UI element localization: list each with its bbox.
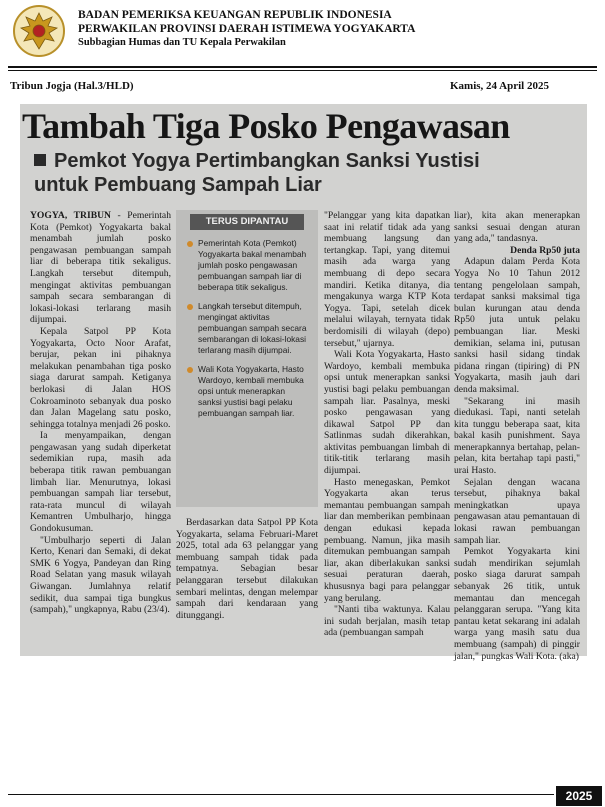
sidebar-box-title: TERUS DIPANTAU bbox=[190, 214, 304, 230]
sidebar-box bbox=[176, 210, 318, 507]
list-item: Pemerintah Kota (Pemkot) Yogyakarta bakal menambah jumlah posko pengawasan pembuangan sampah liar di beberapa titik sekaligus. bbox=[186, 238, 310, 293]
subhead-line-2: untuk Pembuang Sampah Liar bbox=[34, 174, 322, 196]
paragraph: Adapun dalam Perda Kota Yogya No 10 Tahun 2012 tentang pengelolaan sampah, terdapat sanksi maksimal tiga bulan kurungan atau denda Rp50 juta untuk pelaku pembuangan liar. Meski demikian, selama ini, putusan sanksi hasil sidang tindak pidana ringan (tipiring) di PN Yogyakarta, masih jauh dari denda maksimal. bbox=[454, 256, 580, 395]
paragraph bbox=[30, 210, 171, 326]
subheadline bbox=[34, 149, 579, 197]
headline: Tambah Tiga Posko Pengawasan bbox=[22, 106, 510, 146]
dateline: YOGYA, TRIBUN bbox=[30, 210, 111, 221]
paragraph: Kepala Satpol PP Kota Yogyakarta, Octo Noor Arafat, berujar, pekan ini pihaknya melakukan penambahan tiga posko siaga darurat sampah. Ketiganya berlokasi di Jalan HOS Cokroaminoto sebanyak dua posko dan Jalan Magelang satu posko, sehingga totalnya menjadi 26 posko. bbox=[30, 325, 171, 430]
list-item: Wali Kota Yogyakarta, Hasto Wardoyo, kembali membuka opsi untuk menerapkan sanksi yustisi bagi pelaku pembuangan sampah liar. bbox=[186, 364, 310, 419]
paragraph: Hasto menegaskan, Pemkot Yogyakarta akan terus memantau pembuangan sampah liar dan memberikan pembinaan dengan edukasi kepada pembuang. Namun, jika masih ditemukan pembuangan sampah liar, akan diberlakukan sanksi sesuai peraturan daerah, khususnya bagi para pelanggar yang berulang. bbox=[324, 476, 450, 604]
source-label: Tribun Jogja (Hal.3/HLD) bbox=[10, 80, 134, 92]
header-rule-thin bbox=[8, 70, 597, 71]
paragraph: Ia menyampaikan, dengan pengawasan yang sudah diperketat sedemikian rupa, masih ada beberapa titik rawan pembuangan limbah liar. Menurutnya, lokasi pembuangan sampah liar tersebut, rata-rata muncul di wilayah Kemantren Umbulharjo, hingga Gondokusuman. bbox=[30, 430, 171, 535]
footer-rule bbox=[8, 794, 554, 795]
org-line-2: PERWAKILAN PROVINSI DAERAH ISTIMEWA YOGYAKARTA bbox=[78, 23, 416, 35]
article-column-1 bbox=[30, 210, 171, 616]
section-heading: Denda Rp50 juta bbox=[510, 244, 580, 256]
letterhead bbox=[0, 0, 605, 66]
paragraph: Wali Kota Yogyakarta, Hasto Wardoyo, kembali membuka opsi untuk menerapkan sanksi yustisi bagi pelaku pembuangan sampah liar. Pasalnya, meski posko pengawasan yang dikawal Satpol PP dan Satlinmas sudah dikerahkan, aktivitas pembuangan limbah di titik-titik terlarang masih dijumpai. bbox=[324, 349, 450, 477]
garuda-emblem-icon bbox=[12, 4, 66, 58]
subhead-line-1: Pemkot Yogya Pertimbangkan Sanksi Yustisi bbox=[54, 150, 480, 172]
paragraph: "Sekarang ini masih diedukasi. Tapi, nanti setelah kita tunggu beberapa saat, kita bakal kasih punishment. Saya menerapkannya bertahap, pelan-pelan, kita bertahap tapi pasti," urai Hasto. bbox=[454, 395, 580, 477]
paragraph: "Nanti tiba waktunya. Kalau ini sudah berjalan, masih tetap ada (pembuangan sampah bbox=[324, 604, 450, 639]
paragraph: "Pelanggar yang kita dapatkan saat ini relatif tidak ada yang membuang langsung dan tertangkap. Tapi, yang ditemui masih ada warga yang membuang di depo secara mandiri. Ketika ditanya, dia mengakunya warga KTP Kota Yogya. Tapi, setelah dicek melalui wilayah, ternyata tidak berdomisili di wilayah (depo) tersebut," ujarnya. bbox=[324, 210, 450, 349]
paragraph: Berdasarkan data Satpol PP Kota Yogyakarta, selama Februari-Maret 2025, total ada 63 pelanggar yang membuang sampah tidak pada tempatnya. Sebagian besar pelanggaran tersebut dilakukan sembari melintas, dengan melempar sampah dari kendaraan yang ditunggangi. bbox=[176, 517, 318, 621]
paragraph-text: - Pemerintah Kota (Pemkot) Yogyakarta bakal menambah jumlah posko pengawasan pembuangan sampah liar di beberapa titik sekaligus. Langkah tersebut ditempuh, mengingat aktivitas pembuangan sampah secara sembarangan di lokasi-lokasi terlarang masih dijumpai. bbox=[30, 210, 171, 326]
paragraph: liar), kita akan menerapkan sanksi sesuai dengan aturan yang ada," tandasnya. bbox=[454, 210, 580, 245]
newspaper-clipping bbox=[20, 104, 587, 662]
header-rule-thick bbox=[8, 66, 597, 68]
date-label: Kamis, 24 April 2025 bbox=[449, 80, 549, 92]
paragraph: Pemkot Yogyakarta kini sudah mendirikan sejumlah posko siaga darurat sampah sebanyak 26 titik, untuk memantau dan mencegah pelanggaran serupa. "Yang kita pantau ketat sekarang ini adalah warga yang masih satu dua membuang (sampah) di pinggir jalan," pungkas Wali Kota. (aka) bbox=[454, 546, 580, 662]
org-line-3: Subbagian Humas dan TU Kepala Perwakilan bbox=[78, 37, 286, 48]
article-column-2 bbox=[176, 517, 318, 621]
square-bullet-icon bbox=[34, 154, 46, 166]
organization-name bbox=[78, 8, 415, 50]
paragraph: Sejalan dengan wacana tersebut, pihaknya bakal meningkatkan upaya pengawasan atau pemantauan di lokasi rawan pembuangan sampah liar. bbox=[454, 476, 580, 546]
paragraph: "Umbulharjo seperti di Jalan Kerto, Kenari dan Semaki, di dekat SMK 6 Yogya, Pandeyan dan Ring Road Selatan yang masuk wilayah Giwangan. Jumlahnya relatif sedikit, dua sampai tiga bungkus (sampah)," ungkapnya, Rabu (23/4). bbox=[30, 534, 171, 616]
article-column-4 bbox=[454, 210, 580, 662]
article-column-3 bbox=[324, 210, 450, 639]
sidebar-list bbox=[186, 238, 310, 427]
page-number-badge: 2025 bbox=[556, 786, 602, 806]
org-line-1: BADAN PEMERIKSA KEUANGAN REPUBLIK INDONESIA bbox=[78, 9, 392, 21]
list-item: Langkah tersebut ditempuh, mengingat aktivitas pembuangan sampah secara sembarangan di lokasi-lokasi terlarang masih dijumpai. bbox=[186, 301, 310, 356]
